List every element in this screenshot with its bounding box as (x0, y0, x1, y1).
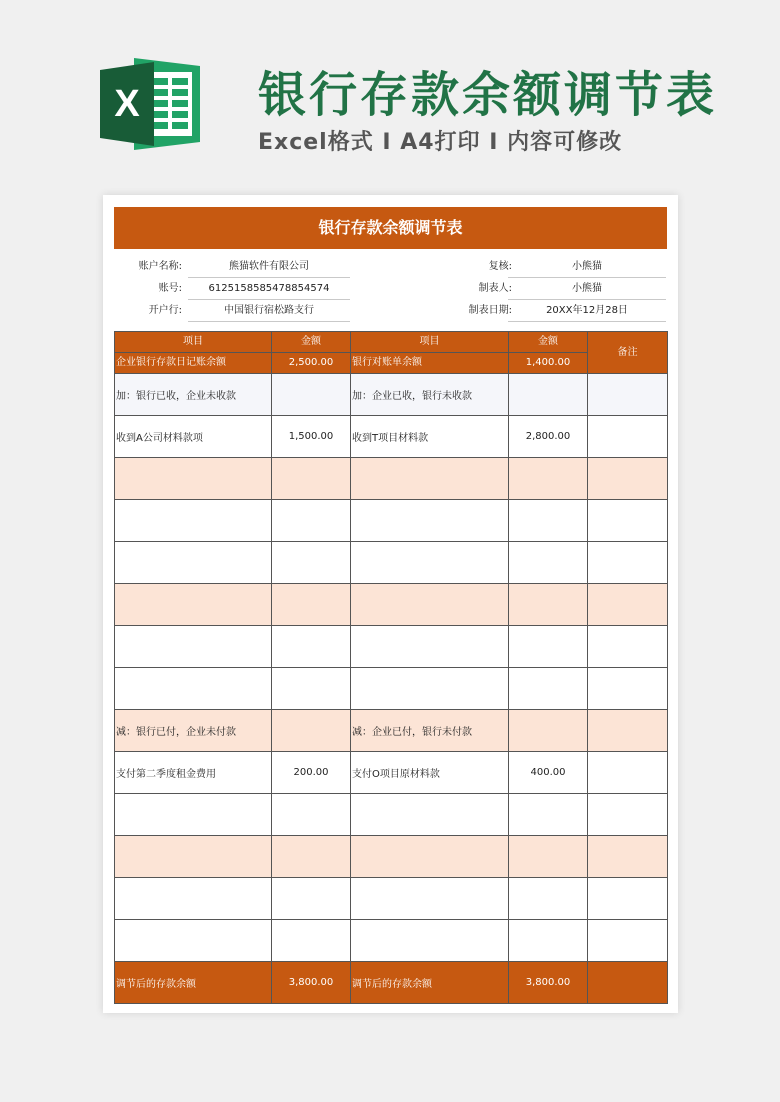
bank-amount-cell[interactable]: 2,800.00 (509, 416, 588, 458)
item-cell[interactable] (115, 878, 272, 920)
column-header-remark: 备注 (588, 332, 668, 374)
reconciliation-table (114, 331, 668, 1004)
info-row (114, 257, 667, 278)
remark-cell[interactable] (588, 668, 668, 710)
table-row (115, 794, 668, 836)
bank-branch-label: 开户行: (148, 305, 182, 316)
amount-cell[interactable] (272, 500, 351, 542)
amount-cell[interactable] (272, 584, 351, 626)
prepare-date-value[interactable]: 20XX年12月28日 (508, 301, 666, 322)
remark-cell[interactable] (588, 584, 668, 626)
adjusted-bank-label: 调节后的存款余额 (351, 962, 509, 1004)
adjusted-company-label: 调节后的存款余额 (115, 962, 272, 1004)
table-row (115, 878, 668, 920)
table-row (115, 542, 668, 584)
table-row (115, 836, 668, 878)
bank-amount-cell[interactable] (509, 710, 588, 752)
column-header-item: 项目 (115, 332, 272, 353)
account-name-value[interactable]: 熊猫软件有限公司 (188, 257, 350, 278)
amount-cell[interactable]: 1,500.00 (272, 416, 351, 458)
bank-item-cell[interactable]: 减：企业已付，银行未付款 (351, 710, 509, 752)
bank-amount-cell[interactable] (509, 458, 588, 500)
item-cell[interactable]: 收到A公司材料款项 (115, 416, 272, 458)
amount-cell[interactable] (272, 794, 351, 836)
remark-cell[interactable] (588, 374, 668, 416)
remark-cell[interactable] (588, 416, 668, 458)
adjusted-bank-amount[interactable]: 3,800.00 (509, 962, 588, 1004)
bank-amount-cell[interactable] (509, 584, 588, 626)
bank-amount-cell[interactable] (509, 668, 588, 710)
bank-item-cell[interactable] (351, 458, 509, 500)
table-row (115, 710, 668, 752)
remark-cell[interactable] (588, 542, 668, 584)
column-header-amount-bank: 金额 (509, 332, 588, 353)
bank-item-cell[interactable] (351, 584, 509, 626)
remark-cell[interactable] (588, 500, 668, 542)
remark-cell[interactable] (588, 710, 668, 752)
table-row (115, 500, 668, 542)
remark-cell[interactable] (588, 458, 668, 500)
account-number-label: 账号: (158, 283, 182, 294)
table-row (115, 752, 668, 794)
total-row (115, 962, 668, 1004)
table-row (115, 374, 668, 416)
company-balance-label: 企业银行存款日记账余额 (115, 353, 272, 374)
table-row (115, 458, 668, 500)
remark-cell[interactable] (588, 626, 668, 668)
document-page (103, 195, 678, 1013)
sheet-title: 银行存款余额调节表 (114, 207, 667, 249)
bank-item-cell[interactable]: 加：企业已收，银行未收款 (351, 374, 509, 416)
item-cell[interactable] (115, 668, 272, 710)
bank-item-cell[interactable] (351, 626, 509, 668)
table-row (115, 584, 668, 626)
amount-cell[interactable] (272, 836, 351, 878)
item-cell[interactable] (115, 920, 272, 962)
reviewer-label: 复核: (488, 261, 512, 272)
bank-item-cell[interactable] (351, 500, 509, 542)
account-number-value[interactable]: 6125158585478854574 (188, 279, 350, 300)
bank-amount-cell[interactable] (509, 836, 588, 878)
bank-item-cell[interactable] (351, 668, 509, 710)
remark-cell[interactable] (588, 836, 668, 878)
banner-subtitle: Excel格式 I A4打印 I 内容可修改 (258, 130, 623, 155)
item-cell[interactable] (115, 836, 272, 878)
amount-cell[interactable] (272, 374, 351, 416)
remark-cell[interactable] (588, 794, 668, 836)
reviewer-value[interactable]: 小熊猫 (508, 257, 666, 278)
bank-item-cell[interactable] (351, 794, 509, 836)
bank-balance-amount[interactable]: 1,400.00 (509, 353, 588, 374)
spreadsheet (114, 207, 667, 1004)
bank-amount-cell[interactable] (509, 920, 588, 962)
bank-balance-label: 银行对账单余额 (351, 353, 509, 374)
amount-cell[interactable] (272, 626, 351, 668)
remark-cell[interactable] (588, 962, 668, 1004)
prepare-date-label: 制表日期: (468, 305, 512, 316)
bank-amount-cell[interactable] (509, 626, 588, 668)
amount-cell[interactable] (272, 542, 351, 584)
bank-item-cell[interactable] (351, 878, 509, 920)
amount-cell[interactable] (272, 668, 351, 710)
amount-cell[interactable] (272, 878, 351, 920)
bank-item-cell[interactable] (351, 542, 509, 584)
table-row (115, 626, 668, 668)
bank-item-cell[interactable] (351, 920, 509, 962)
item-cell[interactable] (115, 500, 272, 542)
bank-amount-cell[interactable]: 400.00 (509, 752, 588, 794)
bank-amount-cell[interactable] (509, 374, 588, 416)
excel-icon (100, 58, 200, 150)
item-cell[interactable] (115, 794, 272, 836)
item-cell[interactable] (115, 542, 272, 584)
banner-title: 银行存款余额调节表 (258, 67, 718, 123)
bank-item-cell[interactable]: 收到T项目材料款 (351, 416, 509, 458)
item-cell[interactable]: 加：银行已收，企业未收款 (115, 374, 272, 416)
item-cell[interactable] (115, 584, 272, 626)
preparer-value[interactable]: 小熊猫 (508, 279, 666, 300)
item-cell[interactable] (115, 458, 272, 500)
adjusted-company-amount[interactable]: 3,800.00 (272, 962, 351, 1004)
bank-amount-cell[interactable] (509, 542, 588, 584)
remark-cell[interactable] (588, 752, 668, 794)
bank-item-cell[interactable] (351, 836, 509, 878)
info-row (114, 301, 667, 322)
item-cell[interactable] (115, 626, 272, 668)
item-cell[interactable]: 支付第二季度租金费用 (115, 752, 272, 794)
bank-item-cell[interactable]: 支付O项目原材料款 (351, 752, 509, 794)
remark-cell[interactable] (588, 878, 668, 920)
column-header-item-bank: 项目 (351, 332, 509, 353)
table-row (115, 920, 668, 962)
amount-cell[interactable] (272, 458, 351, 500)
info-row (114, 279, 667, 300)
amount-cell[interactable] (272, 920, 351, 962)
banner (0, 0, 780, 190)
bank-amount-cell[interactable] (509, 878, 588, 920)
remark-cell[interactable] (588, 920, 668, 962)
bank-amount-cell[interactable] (509, 500, 588, 542)
table-row (115, 416, 668, 458)
table-row (115, 668, 668, 710)
amount-cell[interactable] (272, 710, 351, 752)
preparer-label: 制表人: (478, 283, 512, 294)
bank-amount-cell[interactable] (509, 794, 588, 836)
info-block (114, 249, 667, 331)
column-header-amount: 金额 (272, 332, 351, 353)
svg-text:X: X (114, 83, 140, 125)
company-balance-amount[interactable]: 2,500.00 (272, 353, 351, 374)
account-name-label: 账户名称: (138, 261, 182, 272)
amount-cell[interactable]: 200.00 (272, 752, 351, 794)
item-cell[interactable]: 减：银行已付，企业未付款 (115, 710, 272, 752)
bank-branch-value[interactable]: 中国银行宿松路支行 (188, 301, 350, 322)
